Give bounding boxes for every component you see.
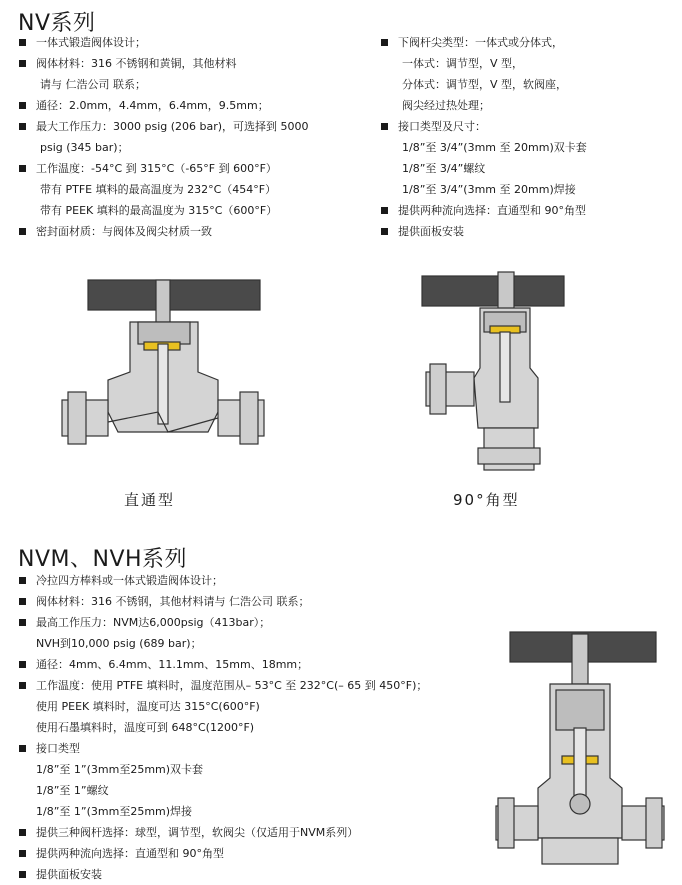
- feature-item: [18, 53, 358, 74]
- bullet-icon: [19, 871, 26, 878]
- angle-type-caption: 90°角型: [453, 491, 520, 509]
- feature-item: [18, 696, 498, 717]
- feature-item: [380, 116, 675, 137]
- bullet-icon: [19, 598, 26, 605]
- feature-item: [18, 137, 358, 158]
- bullet-icon: [19, 745, 26, 752]
- feature-text: 1/8”至 1”(3mm至25mm)焊接: [36, 805, 193, 818]
- feature-text: 提供面板安装: [398, 225, 464, 238]
- feature-item: [18, 738, 498, 759]
- feature-item: [18, 822, 498, 843]
- straight-valve-drawing: [58, 272, 268, 472]
- feature-text: 提供面板安装: [36, 868, 102, 881]
- feature-item: [18, 843, 498, 864]
- feature-text: psig (345 bar)；: [40, 141, 129, 154]
- bullet-icon: [19, 619, 26, 626]
- feature-item: [18, 801, 498, 822]
- feature-item: [380, 137, 675, 158]
- bullet-icon: [19, 102, 26, 109]
- feature-item: [18, 675, 498, 696]
- feature-text: 使用石墨填料时，温度可到 648°C(1200°F): [36, 721, 255, 734]
- nvm-series-title: NVM、NVH系列: [18, 547, 188, 572]
- feature-item: [18, 717, 498, 738]
- feature-text: 带有 PEEK 填料的最高温度为 315°C（600°F）: [40, 204, 278, 217]
- bullet-icon: [19, 228, 26, 235]
- feature-text: NVH到10,000 psig (689 bar)；: [36, 637, 202, 650]
- feature-text: 冷拉四方棒料或一体式锻造阀体设计；: [36, 574, 223, 587]
- nv-features-right: [380, 32, 675, 242]
- feature-text: 阀体材料：316 不锈钢，其他材料请与 仁浩公司 联系；: [36, 595, 310, 608]
- feature-item: [380, 95, 675, 116]
- bullet-icon: [19, 661, 26, 668]
- feature-item: [18, 95, 358, 116]
- bullet-icon: [19, 60, 26, 67]
- feature-item: [18, 612, 498, 633]
- feature-text: 1/8”至 3/4”螺纹: [402, 162, 486, 175]
- nvm-valve-drawing: [492, 628, 667, 868]
- feature-item: [18, 32, 358, 53]
- feature-item: [18, 158, 358, 179]
- feature-item: [18, 864, 498, 885]
- feature-item: [18, 179, 358, 200]
- feature-item: [18, 221, 358, 242]
- feature-text: 使用 PEEK 填料时，温度可达 315°C(600°F): [36, 700, 260, 713]
- feature-text: 密封面材质：与阀体及阀尖材质一致: [36, 225, 212, 238]
- feature-text: 1/8”至 1”螺纹: [36, 784, 109, 797]
- bullet-icon: [381, 228, 388, 235]
- angle-valve-drawing: [418, 268, 568, 478]
- nv-features-left: [18, 32, 358, 242]
- feature-text: 接口类型: [36, 742, 80, 755]
- feature-item: [18, 759, 498, 780]
- feature-item: [18, 570, 498, 591]
- feature-item: [380, 200, 675, 221]
- bullet-icon: [19, 123, 26, 130]
- feature-text: 1/8”至 3/4”(3mm 至 20mm)双卡套: [402, 141, 587, 154]
- feature-text: 工作温度：使用 PTFE 填料时，温度范围从– 53°C 至 232°C(– 65 到 450°F)；: [36, 679, 428, 692]
- feature-item: [380, 158, 675, 179]
- feature-text: 提供三种阀杆选择：球型，调节型，软阀尖（仅适用于NVM系列）: [36, 826, 359, 839]
- bullet-icon: [381, 207, 388, 214]
- feature-item: [380, 179, 675, 200]
- bullet-icon: [19, 165, 26, 172]
- feature-text: 最高工作压力：NVM达6,000psig（413bar）；: [36, 616, 271, 629]
- bullet-icon: [381, 123, 388, 130]
- feature-text: 阀体材料：316 不锈钢和黄铜，其他材料: [36, 57, 237, 70]
- feature-text: 接口类型及尺寸：: [398, 120, 486, 133]
- feature-item: [18, 633, 498, 654]
- feature-item: [380, 53, 675, 74]
- straight-type-caption: 直通型: [124, 491, 176, 509]
- feature-item: [18, 780, 498, 801]
- feature-text: 最大工作压力：3000 psig (206 bar)，可选择到 5000: [36, 120, 309, 133]
- bullet-icon: [19, 829, 26, 836]
- feature-text: 通径：2.0mm，4.4mm，6.4mm，9.5mm；: [36, 99, 269, 112]
- feature-text: 带有 PTFE 填料的最高温度为 232°C（454°F）: [40, 183, 277, 196]
- bullet-icon: [381, 39, 388, 46]
- feature-text: 提供两种流向选择：直通型和 90°角型: [36, 847, 224, 860]
- feature-text: 提供两种流向选择：直通型和 90°角型: [398, 204, 586, 217]
- feature-text: 一体式锻造阀体设计；: [36, 36, 146, 49]
- nvm-features: [18, 570, 498, 885]
- bullet-icon: [19, 39, 26, 46]
- bullet-icon: [19, 577, 26, 584]
- feature-item: [18, 654, 498, 675]
- feature-text: 下阀杆尖类型：一体式或分体式，: [398, 36, 563, 49]
- feature-text: 请与 仁浩公司 联系；: [40, 78, 146, 91]
- feature-item: [18, 200, 358, 221]
- nv-series-title: NV系列: [18, 11, 96, 36]
- feature-item: [380, 221, 675, 242]
- feature-item: [18, 591, 498, 612]
- feature-text: 通径：4mm、6.4mm、11.1mm、15mm、18mm；: [36, 658, 309, 671]
- feature-item: [380, 74, 675, 95]
- feature-text: 阀尖经过热处理；: [402, 99, 490, 112]
- bullet-icon: [19, 850, 26, 857]
- feature-item: [380, 32, 675, 53]
- feature-text: 1/8”至 3/4”(3mm 至 20mm)焊接: [402, 183, 576, 196]
- feature-item: [18, 74, 358, 95]
- feature-text: 1/8”至 1”(3mm至25mm)双卡套: [36, 763, 204, 776]
- feature-text: 一体式：调节型，V 型，: [402, 57, 524, 70]
- feature-item: [18, 116, 358, 137]
- bullet-icon: [19, 682, 26, 689]
- feature-text: 工作温度：-54°C 到 315°C（-65°F 到 600°F）: [36, 162, 277, 175]
- feature-text: 分体式：调节型，V 型，软阀座，: [402, 78, 568, 91]
